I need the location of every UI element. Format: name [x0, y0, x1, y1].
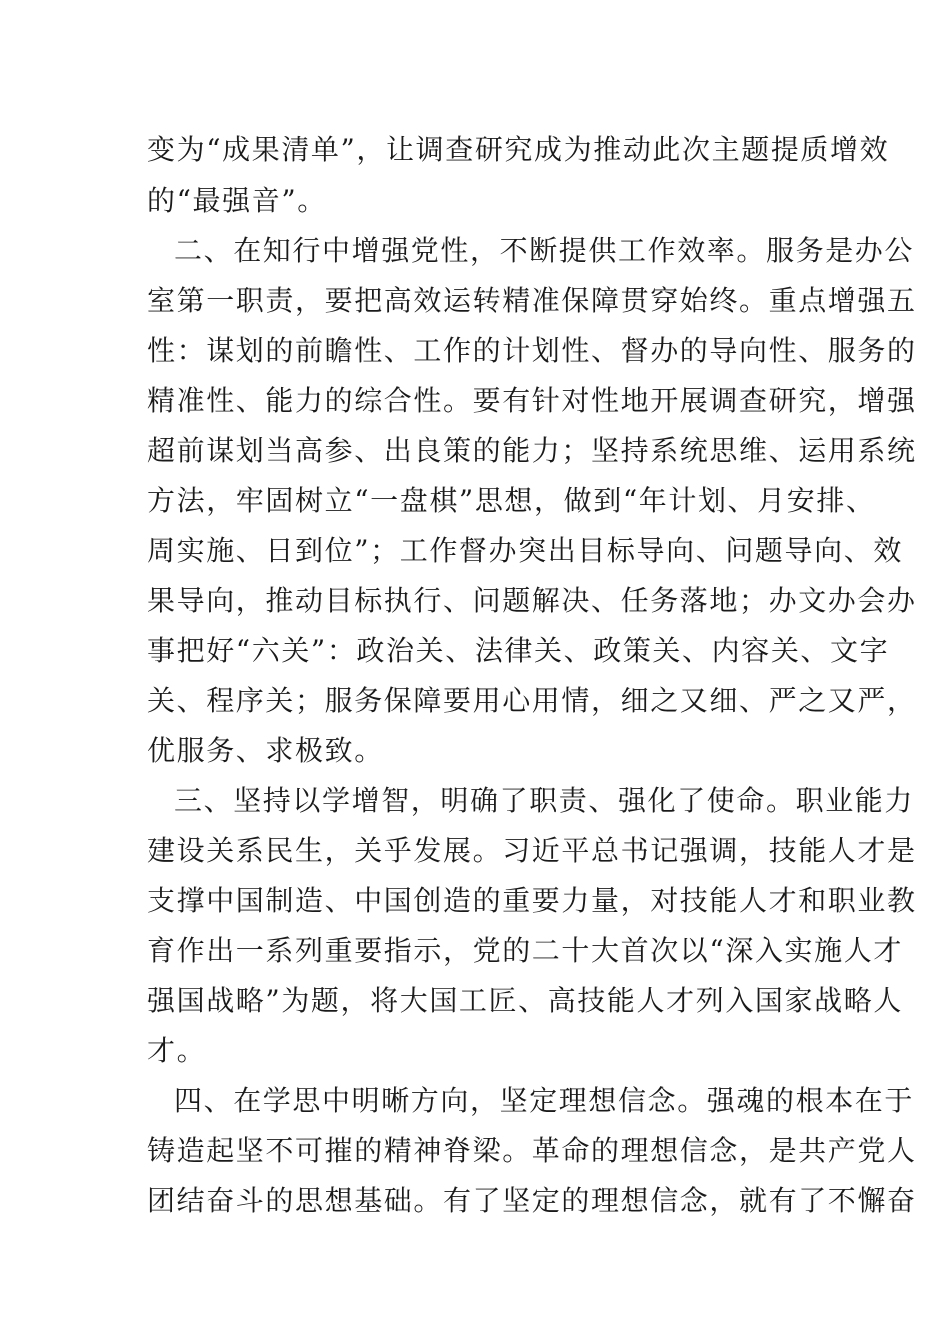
text-line: 精准性、能力的综合性。要有针对性地开展调查研究，增强 [147, 384, 917, 417]
text-line: 超前谋划当高参、出良策的能力；坚持系统思维、运用系统 [147, 434, 917, 467]
text-line: 铸造起坚不可摧的精神脊梁。革命的理想信念，是共产党人 [147, 1134, 917, 1167]
text-line: 团结奋斗的思想基础。有了坚定的理想信念，就有了不懈奋 [147, 1184, 917, 1217]
text-line: 关、程序关；服务保障要用心用情，细之又细、严之又严， [147, 684, 917, 717]
text-line: 方法，牢固树立“一盘棋”思想，做到“年计划、月安排、 [147, 484, 876, 517]
paragraph-first-line: 二、在知行中增强党性，不断提供工作效率。服务是办公 [174, 234, 915, 267]
text-line: 才。 [147, 1034, 207, 1067]
paragraph-first-line: 四、在学思中明晰方向，坚定理想信念。强魂的根本在于 [174, 1084, 915, 1117]
text-line: 事把好“六关”：政治关、法律关、政策关、内容关、文字 [147, 634, 890, 667]
text-line: 周实施、日到位”；工作督办突出目标导向、问题导向、效 [147, 534, 903, 567]
text-line: 强国战略”为题，将大国工匠、高技能人才列入国家战略人 [147, 984, 903, 1017]
text-line: 优服务、求极致。 [147, 734, 384, 767]
text-line: 室第一职责，要把高效运转精准保障贯穿始终。重点增强五 [147, 284, 917, 317]
text-line: 变为“成果清单”，让调查研究成为推动此次主题提质增效 [147, 133, 890, 166]
text-line: 支撑中国制造、中国创造的重要力量，对技能人才和职业教 [147, 884, 917, 917]
text-line: 建设关系民生，关乎发展。习近平总书记强调，技能人才是 [147, 834, 917, 867]
text-line: 果导向，推动目标执行、问题解决、任务落地；办文办会办 [147, 584, 917, 617]
paragraph-first-line: 三、坚持以学增智，明确了职责、强化了使命。职业能力 [174, 784, 915, 817]
text-line: 性：谋划的前瞻性、工作的计划性、督办的导向性、服务的 [147, 334, 917, 367]
text-line: 的“最强音”。 [147, 184, 327, 217]
text-line: 育作出一系列重要指示，党的二十大首次以“深入实施人才 [147, 934, 903, 967]
